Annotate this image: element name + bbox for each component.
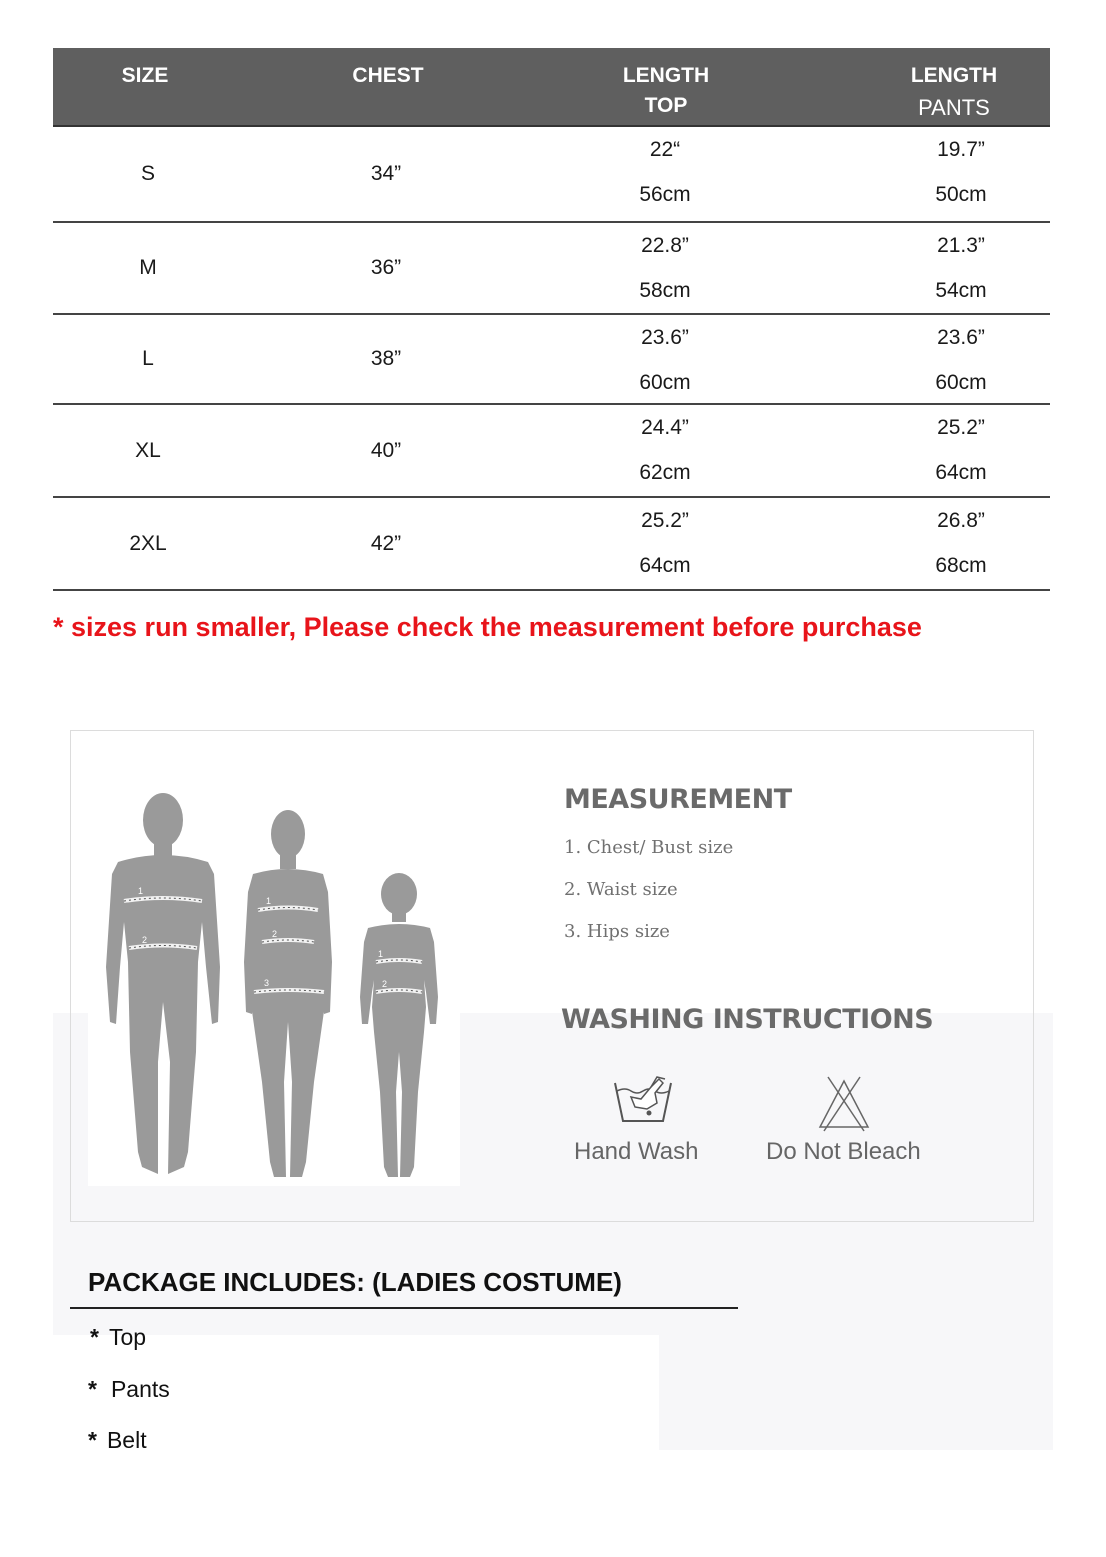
cell-top_cm: 62cm <box>639 461 691 484</box>
child-figure <box>360 873 438 1177</box>
body-measurement-figures <box>88 762 460 1186</box>
cell-pants_cm: 50cm <box>935 183 987 206</box>
cell-pants_in: 23.6” <box>937 326 985 349</box>
cell-pants_cm: 54cm <box>935 279 987 302</box>
cell-pants <box>841 138 1081 207</box>
mark-woman-3: 3 <box>264 978 270 988</box>
header-size-label: SIZE <box>121 64 169 87</box>
cell-top_cm: 60cm <box>639 371 691 394</box>
table-row <box>53 498 1050 591</box>
cell-top_cm: 58cm <box>639 279 691 302</box>
cell-top_cm: 64cm <box>639 554 691 577</box>
do-not-bleach-label: Do Not Bleach <box>766 1138 921 1165</box>
table-row <box>53 127 1050 223</box>
cell-pants_in: 21.3” <box>937 234 985 257</box>
mark-woman-2: 2 <box>272 929 278 939</box>
cell-top <box>545 416 785 485</box>
table-row <box>53 223 1050 315</box>
size-chart-table <box>53 48 1050 591</box>
table-row <box>53 405 1050 498</box>
cell-size: XL <box>135 438 161 462</box>
man-figure <box>106 793 220 1174</box>
cell-pants <box>841 509 1081 578</box>
header-length-pants <box>834 61 1074 123</box>
measurement-item-chest: 1. Chest/ Bust size <box>564 837 734 858</box>
mark-man-1: 1 <box>138 886 144 896</box>
cell-top_cm: 56cm <box>639 183 691 206</box>
package-item-top <box>90 1324 146 1351</box>
header-chest <box>268 61 508 91</box>
package-item-belt <box>88 1427 147 1454</box>
package-item-label: Top <box>108 1324 147 1350</box>
bullet-icon: * <box>88 1427 97 1453</box>
mark-man-2: 2 <box>142 935 148 945</box>
header-length-pants-line1: LENGTH <box>910 64 998 87</box>
package-item-pants <box>88 1376 170 1403</box>
cell-chest: 40” <box>370 438 402 462</box>
cell-pants_cm: 64cm <box>935 461 987 484</box>
cell-top_in: 22.8” <box>641 234 689 257</box>
cell-top_in: 23.6” <box>641 326 689 349</box>
header-length-top <box>546 61 786 121</box>
package-title: PACKAGE INCLUDES: (LADIES COSTUME) <box>88 1267 622 1297</box>
hand-wash-icon <box>611 1073 675 1127</box>
cell-chest: 34” <box>370 162 402 185</box>
measurement-title: MEASUREMENT <box>564 784 792 815</box>
cell-top <box>545 509 785 578</box>
header-length-top-line2: TOP <box>644 94 688 117</box>
measurement-item-waist: 2. Waist size <box>564 879 678 900</box>
cell-pants_in: 25.2” <box>937 416 985 439</box>
cell-chest: 36” <box>370 256 402 279</box>
mark-woman-1: 1 <box>266 896 272 906</box>
washing-title: WASHING INSTRUCTIONS <box>561 1004 934 1035</box>
cell-pants_in: 19.7” <box>937 138 985 161</box>
cell-top <box>545 138 785 207</box>
cell-size: L <box>142 347 154 370</box>
cell-pants <box>841 234 1081 303</box>
cell-chest: 42” <box>370 531 402 555</box>
cell-pants <box>841 326 1081 395</box>
mark-child-2: 2 <box>382 979 388 989</box>
hand-wash-label: Hand Wash <box>574 1138 699 1165</box>
cell-pants_cm: 68cm <box>935 554 987 577</box>
cell-top_in: 25.2” <box>641 509 689 532</box>
mark-child-1: 1 <box>378 949 384 959</box>
cell-top <box>545 234 785 303</box>
do-not-bleach-icon <box>814 1073 874 1133</box>
table-row <box>53 315 1050 405</box>
header-length-top-line1: LENGTH <box>622 64 710 87</box>
bullet-icon: * <box>90 1324 99 1350</box>
cell-top_in: 22“ <box>649 138 681 161</box>
cell-pants_cm: 60cm <box>935 371 987 394</box>
package-item-label: Pants <box>110 1376 170 1402</box>
table-body <box>53 127 1050 591</box>
header-size <box>25 61 265 91</box>
measurement-item-hips: 3. Hips size <box>564 921 670 942</box>
cell-chest: 38” <box>370 347 402 370</box>
cell-size: M <box>139 256 157 279</box>
cell-top <box>545 326 785 395</box>
cell-pants_in: 26.8” <box>937 509 985 532</box>
package-divider <box>70 1307 738 1309</box>
cell-size: 2XL <box>129 531 167 555</box>
cell-top_in: 24.4” <box>641 416 689 439</box>
bullet-icon: * <box>88 1376 97 1402</box>
header-length-pants-line2: PANTS <box>918 95 990 120</box>
cell-pants <box>841 416 1081 485</box>
package-item-label: Belt <box>106 1427 147 1453</box>
header-chest-label: CHEST <box>352 64 424 87</box>
sizing-note: * sizes run smaller, Please check the measurement before purchase <box>53 612 922 642</box>
table-header <box>53 48 1050 127</box>
cell-size: S <box>140 162 155 185</box>
